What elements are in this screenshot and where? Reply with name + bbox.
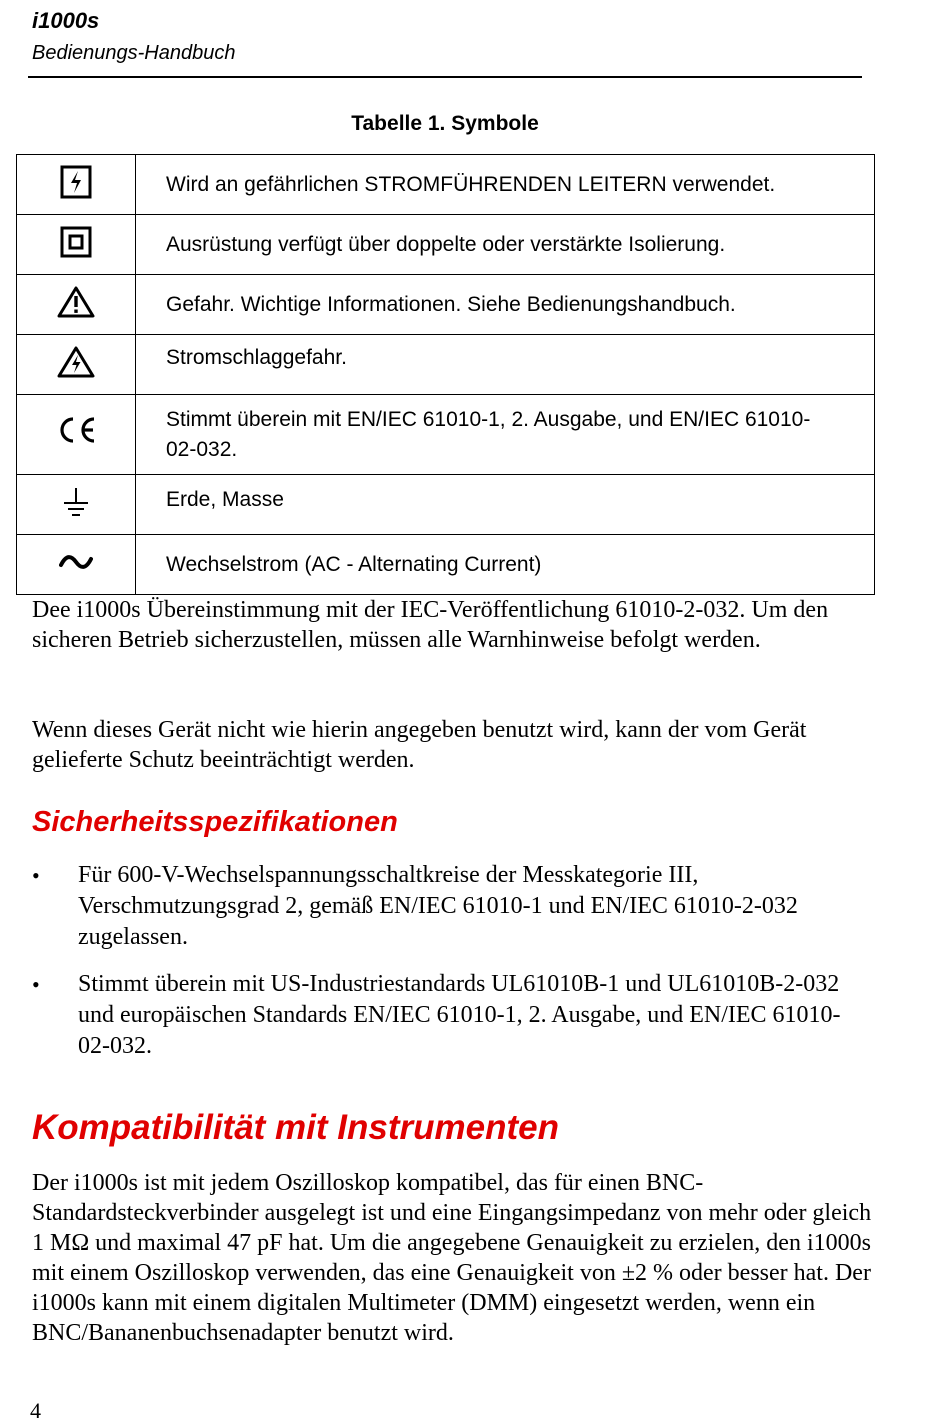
bullet-icon: •	[32, 972, 40, 997]
table-icon-cell	[17, 335, 136, 395]
table-caption: Tabelle 1. Symbole	[351, 112, 539, 135]
table-text-cell: Wechselstrom (AC - Alternating Current)	[136, 535, 875, 595]
table-row	[17, 535, 875, 595]
table-text-cell: Ausrüstung verfügt über doppelte oder verstärkte Isolierung.	[136, 215, 875, 275]
compatibility-heading: Kompatibilität mit Instrumenten	[32, 1108, 559, 1147]
table-row	[17, 335, 875, 395]
page-number: 4	[30, 1398, 41, 1423]
table-row	[17, 395, 875, 475]
symbols-table	[16, 154, 875, 595]
document-subtitle: Bedienungs-Handbuch	[32, 42, 236, 64]
table-icon-cell	[17, 155, 136, 215]
table-icon-cell	[17, 535, 136, 595]
table-icon-cell	[17, 395, 136, 475]
table-row	[17, 475, 875, 535]
list-item-text: Für 600-V-Wechselspannungsschaltkreise der Messkategorie III, Verschmutzungsgrad 2, gemäß EN/IEC 61010-1 und EN/IEC 61010-2-032 zugelassen.	[78, 862, 798, 950]
compliance-paragraph: Dee i1000s Übereinstimmung mit der IEC-Veröffentlichung 61010-2-032. Um den sicheren Betrieb sicherzustellen, müssen alle Warnhinweise befolgt werden.	[32, 597, 829, 653]
table-icon-cell	[17, 475, 136, 535]
table-row	[17, 275, 875, 335]
list-item	[32, 969, 852, 1062]
protection-paragraph: Wenn dieses Gerät nicht wie hierin angegeben benutzt wird, kann der vom Gerät gelieferte Schutz beeinträchtigt werden.	[32, 717, 807, 773]
table-text-cell: Gefahr. Wichtige Informationen. Siehe Bedienungshandbuch.	[136, 275, 875, 335]
table-row	[17, 155, 875, 215]
table-text-cell: Wird an gefährlichen STROMFÜHRENDEN LEITERN verwendet.	[136, 155, 875, 215]
ground-icon	[61, 486, 91, 518]
list-item	[32, 860, 852, 953]
ac-wave-icon	[59, 553, 93, 571]
table-text-cell: Stromschlaggefahr.	[136, 335, 875, 395]
list-item-text: Stimmt überein mit US-Industriestandards UL61010B-1 und UL61010B-2-032 und europäischen Standards EN/IEC 61010-1, 2. Ausgabe, und EN/IEC 61010-02-032.	[78, 971, 841, 1059]
document-model-title: i1000s	[32, 8, 100, 33]
table-text-cell: Stimmt überein mit EN/IEC 61010-1, 2. Ausgabe, und EN/IEC 61010-02-032.	[136, 395, 875, 475]
shock-hazard-triangle-icon	[57, 345, 95, 379]
bullet-icon: •	[32, 863, 40, 888]
table-icon-cell	[17, 275, 136, 335]
hazardous-live-icon	[59, 164, 93, 200]
compatibility-paragraph: Der i1000s ist mit jedem Oszilloskop kompatibel, das für einen BNC-Standardsteckverbinder ausgelegt ist und eine Eingangsimpedanz von mehr oder gleich 1 MΩ und maximal 47 pF hat. Um die angegebene Genauigkeit zu erzielen, den i1000s mit einem Oszilloskop verwenden, das eine Genauigkeit von ±2 % oder besser hat. Der i1000s kann mit einem digitalen Multimeter (DMM) eingesetzt werden, wenn ein BNC/Bananenbuchsenadapter benutzt wird.	[32, 1170, 872, 1346]
double-insulation-icon	[60, 226, 92, 258]
safety-specs-heading: Sicherheitsspezifikationen	[32, 806, 398, 838]
ce-mark-icon	[54, 415, 98, 445]
header-divider	[28, 76, 862, 78]
table-text-cell: Erde, Masse	[136, 475, 875, 535]
safety-specs-list	[32, 860, 852, 1078]
table-row	[17, 215, 875, 275]
warning-triangle-icon	[57, 285, 95, 319]
table-icon-cell	[17, 215, 136, 275]
